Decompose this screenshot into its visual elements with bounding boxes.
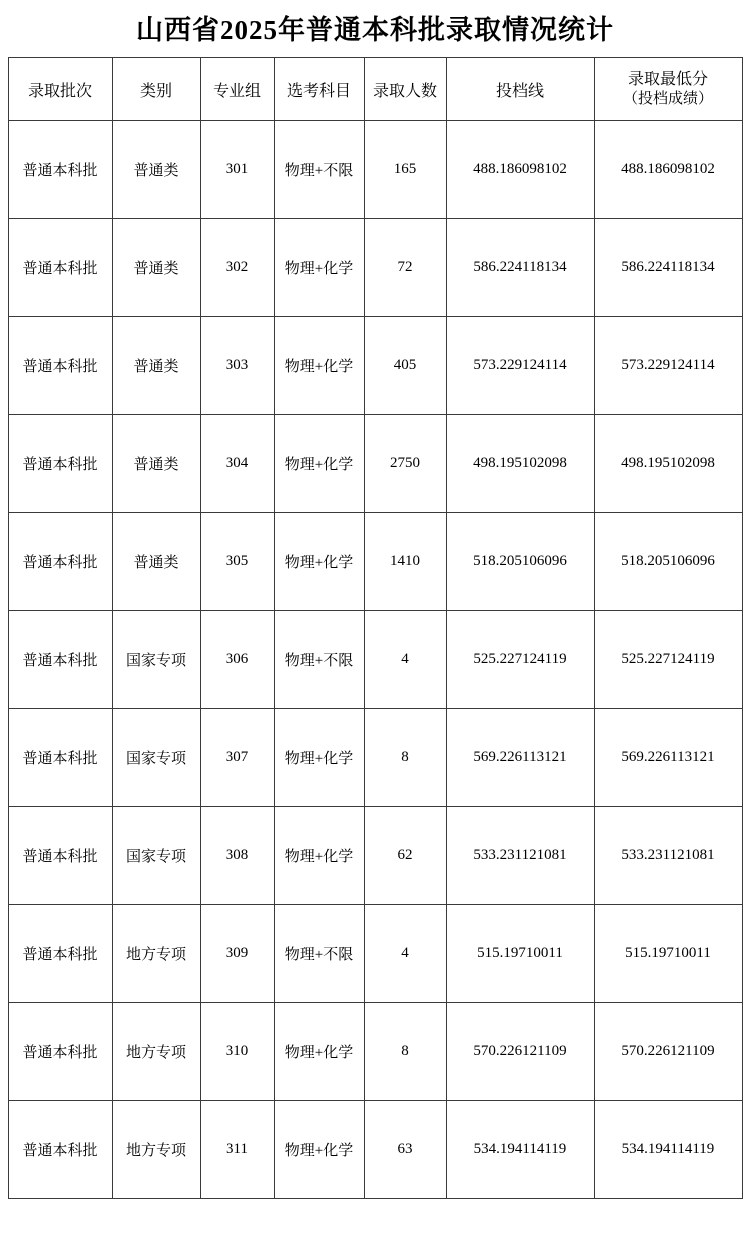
cell-cutoff: 586.224118134 [446,219,594,317]
cell-group: 302 [200,219,274,317]
cell-category: 普通类 [112,121,200,219]
column-header-min-score-main: 录取最低分 [627,70,708,88]
cell-group: 308 [200,807,274,905]
cell-category: 普通类 [112,513,200,611]
cell-admitted: 1410 [364,513,446,611]
cell-category: 国家专项 [112,807,200,905]
column-header-batch: 录取批次 [8,58,112,121]
cell-cutoff: 573.229124114 [446,317,594,415]
table-row [8,513,742,611]
cell-min-score: 573.229124114 [594,317,742,415]
cell-admitted: 63 [364,1101,446,1199]
cell-batch: 普通本科批 [8,513,112,611]
cell-group: 303 [200,317,274,415]
cell-subjects: 物理+不限 [274,121,364,219]
cell-category: 地方专项 [112,1003,200,1101]
cell-group: 309 [200,905,274,1003]
cell-admitted: 62 [364,807,446,905]
cell-admitted: 8 [364,709,446,807]
table-row [8,219,742,317]
cell-min-score: 569.226113121 [594,709,742,807]
cell-batch: 普通本科批 [8,121,112,219]
cell-category: 地方专项 [112,1101,200,1199]
cell-subjects: 物理+化学 [274,1101,364,1199]
cell-subjects: 物理+化学 [274,317,364,415]
cell-category: 普通类 [112,219,200,317]
cell-batch: 普通本科批 [8,415,112,513]
cell-subjects: 物理+化学 [274,513,364,611]
cell-admitted: 4 [364,905,446,1003]
cell-subjects: 物理+化学 [274,807,364,905]
cell-admitted: 405 [364,317,446,415]
cell-cutoff: 525.227124119 [446,611,594,709]
cell-group: 307 [200,709,274,807]
cell-admitted: 72 [364,219,446,317]
table-row [8,905,742,1003]
column-header-admitted: 录取人数 [364,58,446,121]
table-row [8,709,742,807]
cell-subjects: 物理+化学 [274,709,364,807]
cell-admitted: 2750 [364,415,446,513]
table-row [8,611,742,709]
cell-category: 普通类 [112,317,200,415]
cell-min-score: 515.19710011 [594,905,742,1003]
cell-category: 普通类 [112,415,200,513]
table-row [8,1003,742,1101]
column-header-subjects: 选考科目 [274,58,364,121]
cell-batch: 普通本科批 [8,709,112,807]
cell-subjects: 物理+不限 [274,905,364,1003]
cell-cutoff: 570.226121109 [446,1003,594,1101]
cell-min-score: 533.231121081 [594,807,742,905]
table-row [8,317,742,415]
cell-cutoff: 515.19710011 [446,905,594,1003]
cell-min-score: 525.227124119 [594,611,742,709]
cell-category: 国家专项 [112,611,200,709]
cell-group: 311 [200,1101,274,1199]
cell-group: 306 [200,611,274,709]
cell-admitted: 4 [364,611,446,709]
cell-group: 310 [200,1003,274,1101]
column-header-min-score-sub: （投档成绩） [622,90,713,107]
cell-cutoff: 534.194114119 [446,1101,594,1199]
cell-subjects: 物理+化学 [274,415,364,513]
cell-cutoff: 569.226113121 [446,709,594,807]
cell-min-score: 534.194114119 [594,1101,742,1199]
cell-batch: 普通本科批 [8,317,112,415]
cell-group: 305 [200,513,274,611]
cell-cutoff: 488.186098102 [446,121,594,219]
cell-group: 304 [200,415,274,513]
cell-batch: 普通本科批 [8,1003,112,1101]
cell-cutoff: 498.195102098 [446,415,594,513]
cell-min-score: 498.195102098 [594,415,742,513]
column-header-min-score [594,58,742,121]
cell-cutoff: 518.205106096 [446,513,594,611]
cell-batch: 普通本科批 [8,807,112,905]
admissions-table [8,57,743,1199]
cell-batch: 普通本科批 [8,611,112,709]
table-body [8,121,742,1199]
cell-min-score: 570.226121109 [594,1003,742,1101]
table-row [8,807,742,905]
cell-category: 国家专项 [112,709,200,807]
cell-subjects: 物理+不限 [274,611,364,709]
cell-subjects: 物理+化学 [274,1003,364,1101]
cell-batch: 普通本科批 [8,905,112,1003]
column-header-category: 类别 [112,58,200,121]
column-header-cutoff: 投档线 [446,58,594,121]
cell-batch: 普通本科批 [8,219,112,317]
page-title: 山西省2025年普通本科批录取情况统计 [136,15,614,45]
column-header-group: 专业组 [200,58,274,121]
cell-category: 地方专项 [112,905,200,1003]
cell-admitted: 165 [364,121,446,219]
cell-min-score: 488.186098102 [594,121,742,219]
cell-batch: 普通本科批 [8,1101,112,1199]
table-row [8,1101,742,1199]
table-row [8,121,742,219]
cell-min-score: 586.224118134 [594,219,742,317]
cell-min-score: 518.205106096 [594,513,742,611]
cell-cutoff: 533.231121081 [446,807,594,905]
cell-admitted: 8 [364,1003,446,1101]
table-header-row [8,58,742,121]
table-header [8,58,742,121]
cell-group: 301 [200,121,274,219]
cell-subjects: 物理+化学 [274,219,364,317]
table-row [8,415,742,513]
